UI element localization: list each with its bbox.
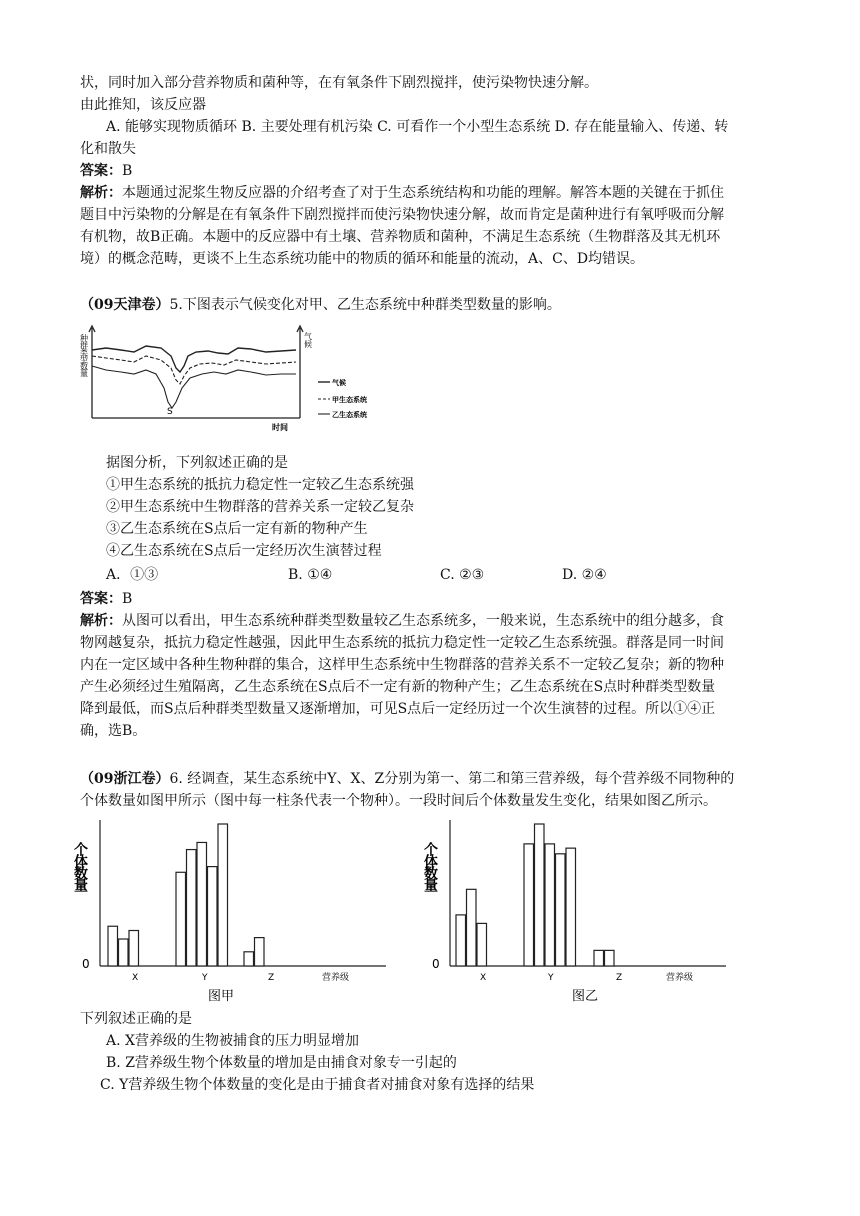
chart-ylabel-2: 个体数量 bbox=[422, 842, 438, 890]
intro-answer bbox=[80, 160, 780, 182]
q5-analysis-line-5: 降到最低，而S点后种群类型数量又逐渐增加，可见S点后一定经历过一个次生演替的过程。所以①④正 bbox=[80, 701, 716, 717]
q5-option-d: D. ②④ bbox=[562, 567, 607, 583]
x-tick-z: Z bbox=[268, 973, 275, 983]
q6-prompt: 下列叙述正确的是 bbox=[80, 1011, 192, 1027]
q5-legend-yi: 乙生态系统 bbox=[332, 411, 367, 419]
bar-y-5 bbox=[218, 824, 228, 966]
bar-y-3 bbox=[197, 842, 207, 966]
q5-legend-climate: 气候 bbox=[332, 379, 346, 387]
q6-stem-line-1: （09浙江卷）6. 经调查，某生态系统中Y、X、Z分别为第一、第二和第三营养级，每个营养级不同物种的 bbox=[80, 771, 735, 787]
q5-yi-curve bbox=[92, 366, 296, 408]
bar-y-3 bbox=[545, 844, 555, 966]
bar-y-2 bbox=[535, 824, 545, 966]
chart-xlabel: 营养级 bbox=[666, 973, 694, 983]
bar-x-1 bbox=[456, 915, 466, 966]
chart-xlabel: 营养级 bbox=[322, 973, 350, 983]
q5-stem: （09天津卷）5.下图表示气候变化对甲、乙生态系统中种群类型数量的影响。 bbox=[80, 297, 561, 313]
chart-caption: 图乙 bbox=[572, 989, 599, 1004]
q6-bar-chart-jia bbox=[72, 818, 406, 1008]
q6-option-b: B. Z营养级生物个体数量的增加是由捕食对象专一引起的 bbox=[106, 1055, 457, 1071]
analysis-label: 解析： bbox=[80, 613, 122, 629]
bar-z-2 bbox=[605, 950, 615, 966]
q5-s-label: S bbox=[167, 407, 173, 417]
bar-y-5 bbox=[566, 848, 576, 966]
bar-x-3 bbox=[129, 931, 139, 967]
bar-y-1 bbox=[176, 872, 186, 966]
answer-value: B bbox=[122, 163, 133, 179]
q5-legend bbox=[318, 378, 367, 419]
q5-answer bbox=[80, 588, 780, 610]
bar-y-4 bbox=[556, 854, 566, 966]
q5-analysis-line-2: 物网越复杂，抵抗力稳定性越强，因此甲生态系统的抵抗力稳定性一定较乙生态系统强。群落是同一时间 bbox=[80, 635, 724, 651]
q5-option-b: B. ①④ bbox=[288, 567, 333, 583]
intro-option-line-2: 化和散失 bbox=[80, 141, 136, 157]
intro-analysis-line-2: 题目中污染物的分解是在有氧条件下剧烈搅拌而使污染物快速分解，故而肯定是菌种进行有氧呼吸而分解 bbox=[80, 207, 724, 223]
intro-analysis-line-1: 解析：本题通过泥浆生物反应器的介绍考查了对于生态系统结构和功能的理解。解答本题的关键在于抓住 bbox=[80, 185, 724, 201]
bar-x-2 bbox=[467, 889, 477, 966]
q5-legend-jia: 甲生态系统 bbox=[332, 396, 367, 404]
answer-label: 答案： bbox=[80, 163, 122, 179]
q5-analysis-line-1: 解析：从图可以看出，甲生态系统种群类型数量较乙生态系统多，一般来说，生态系统中的组分越多，食 bbox=[80, 613, 724, 629]
q5-xlabel: 时间 bbox=[272, 423, 288, 432]
q6-option-c: C. Y营养级生物个体数量的变化是由于捕食者对捕食对象有选择的结果 bbox=[100, 1077, 535, 1093]
q5-climate-curve bbox=[92, 346, 296, 372]
q5-analysis-line-6: 确，选B。 bbox=[80, 723, 147, 739]
bar-x-3 bbox=[477, 923, 487, 966]
x-tick-y: Y bbox=[548, 973, 554, 983]
x-tick-z: Z bbox=[616, 973, 623, 983]
q6-source: （09浙江卷） bbox=[80, 771, 170, 787]
x-tick-x: X bbox=[480, 973, 487, 983]
bar-y-1 bbox=[524, 844, 534, 966]
chart-ylabel-1: 个体数量 bbox=[72, 842, 88, 890]
chart-origin-label: 0 bbox=[432, 957, 440, 971]
q5-source: （09天津卷） bbox=[80, 297, 170, 313]
q6-bar-chart-yi bbox=[422, 818, 756, 1008]
q6-option-a: A. X营养级的生物被捕食的压力明显增加 bbox=[106, 1033, 359, 1049]
q5-analysis-line-4: 产生必须经过生殖隔离，乙生态系统在S点后不一定有新的物种产生；乙生态系统在S点时种群类型数量 bbox=[80, 679, 716, 695]
intro-line-1: 状，同时加入部分营养物质和菌种等，在有氧条件下剧烈搅拌，使污染物快速分解。 bbox=[80, 75, 598, 91]
q5-statement-2: ②甲生态系统中生物群落的营养关系一定较乙复杂 bbox=[106, 499, 414, 515]
q5-statement-3: ③乙生态系统在S点后一定有新的物种产生 bbox=[106, 521, 368, 537]
bar-y-2 bbox=[187, 850, 197, 966]
q5-jia-curve bbox=[92, 356, 296, 384]
chart-origin-label: 0 bbox=[82, 957, 90, 971]
q6-stem-line-2: 个体数量如图甲所示（图中每一柱条代表一个物种）。一段时间后个体数量发生变化，结果如图乙所示。 bbox=[80, 793, 717, 809]
q5-ylabel-right: 气候 bbox=[303, 332, 313, 348]
intro-analysis-line-3: 有机物，故B正确。本题中的反应器中有土壤、营养物质和菌种，不满足生态系统（生物群落及其无机环 bbox=[80, 229, 721, 245]
q5-statement-1: ①甲生态系统的抵抗力稳定性一定较乙生态系统强 bbox=[106, 477, 414, 493]
x-tick-x: X bbox=[132, 973, 139, 983]
bar-z-2 bbox=[255, 938, 265, 966]
intro-line-2: 由此推知，该反应器 bbox=[80, 97, 206, 113]
intro-analysis-line-4: 境）的概念范畴，更谈不上生态系统功能中的物质的循环和能量的流动，A、C、D均错误。 bbox=[80, 251, 645, 267]
q5-ylabel: 种群类型数量 bbox=[79, 334, 89, 376]
intro-option-line-1: A. 能够实现物质循环 B. 主要处理有机污染 C. 可看作一个小型生态系统 D. 存在能量输入、传递、转 bbox=[106, 119, 729, 135]
q5-options bbox=[106, 564, 706, 586]
bar-z-1 bbox=[594, 950, 604, 966]
answer-value: B bbox=[122, 591, 133, 607]
chart-bars bbox=[108, 824, 264, 966]
q5-statement-4: ④乙生态系统在S点后一定经历次生演替过程 bbox=[106, 543, 382, 559]
chart-caption: 图甲 bbox=[208, 989, 235, 1004]
bar-x-2 bbox=[119, 939, 129, 966]
q5-analysis-line-3: 内在一定区域中各种生物种群的集合，这样甲生态系统中生物群落的营养关系不一定较乙复杂；新的物种 bbox=[80, 657, 724, 673]
q5-prompt: 据图分析，下列叙述正确的是 bbox=[106, 455, 288, 471]
q5-option-c: C. ②③ bbox=[440, 567, 485, 583]
bar-z-1 bbox=[244, 952, 254, 966]
analysis-label: 解析： bbox=[80, 185, 122, 201]
x-tick-y: Y bbox=[202, 973, 208, 983]
bar-y-4 bbox=[208, 867, 218, 966]
answer-label: 答案： bbox=[80, 591, 122, 607]
bar-x-1 bbox=[108, 926, 118, 966]
q5-option-a: A．①③ bbox=[106, 567, 159, 583]
chart-bars bbox=[456, 824, 614, 966]
q5-line-chart bbox=[76, 322, 396, 438]
